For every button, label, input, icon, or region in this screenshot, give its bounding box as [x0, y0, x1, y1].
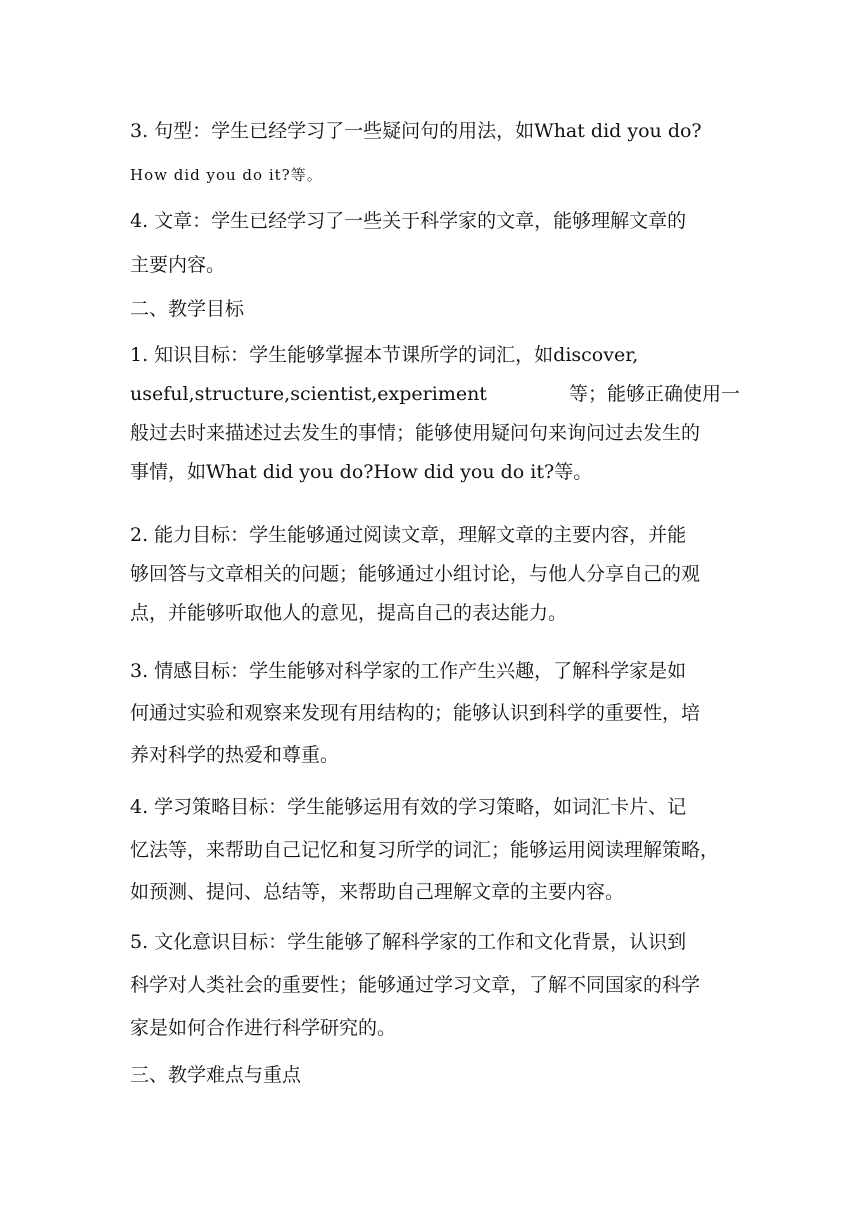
- goal-2-line-1: 2. 能力目标：学生能够通过阅读文章，理解文章的主要内容，并能: [130, 524, 687, 546]
- goal-1-line-3: 般过去时来描述过去发生的事情；能够使用疑问句来询问过去发生的: [130, 422, 701, 444]
- paragraph-3-line-1: 3. 句型：学生已经学习了一些疑问句的用法，如What did you do?: [130, 120, 702, 142]
- goal-5-line-1: 5. 文化意识目标：学生能够了解科学家的工作和文化背景，认识到: [130, 931, 687, 953]
- section-3-heading: 三、教学难点与重点: [130, 1064, 302, 1086]
- goal-2-line-3: 点，并能够听取他人的意见，提高自己的表达能力。: [130, 602, 568, 624]
- paragraph-3-line-2: How did you do it?等。: [130, 166, 323, 184]
- goal-5-line-2: 科学对人类社会的重要性；能够通过学习文章，了解不同国家的科学: [130, 974, 701, 996]
- goal-3-line-3: 养对科学的热爱和尊重。: [130, 744, 340, 766]
- goal-1-line-2: [130, 382, 740, 406]
- goal-1-line-4: 事情，如What did you do?How did you do it?等。: [130, 461, 593, 483]
- paragraph-4-line-1: 4. 文章：学生已经学习了一些关于科学家的文章，能够理解文章的: [130, 210, 687, 232]
- goal-4-line-3: 如预测、提问、总结等，来帮助自己理解文章的主要内容。: [130, 881, 625, 903]
- goal-3-line-2: 何通过实验和观察来发现有用结构的；能够认识到科学的重要性，培: [130, 702, 701, 724]
- goal-1-line-2-continuation: 等；能够正确使用一: [568, 383, 740, 405]
- goal-4-line-1: 4. 学习策略目标：学生能够运用有效的学习策略，如词汇卡片、记: [130, 796, 687, 818]
- goal-4-line-2: 忆法等，来帮助自己记忆和复习所学的词汇；能够运用阅读理解策略，: [130, 839, 720, 861]
- goal-3-line-1: 3. 情感目标：学生能够对科学家的工作产生兴趣，了解科学家是如: [130, 660, 687, 682]
- paragraph-4-line-2: 主要内容。: [130, 254, 226, 276]
- goal-2-line-2: 够回答与文章相关的问题；能够通过小组讨论，与他人分享自己的观: [130, 563, 701, 585]
- goal-1-vocabulary-list: useful,structure,scientist,experiment: [130, 383, 487, 405]
- goal-1-line-1: 1. 知识目标：学生能够掌握本节课所学的词汇，如discover,: [130, 344, 639, 366]
- goal-5-line-3: 家是如何合作进行科学研究的。: [130, 1017, 397, 1039]
- section-2-heading: 二、教学目标: [130, 298, 245, 320]
